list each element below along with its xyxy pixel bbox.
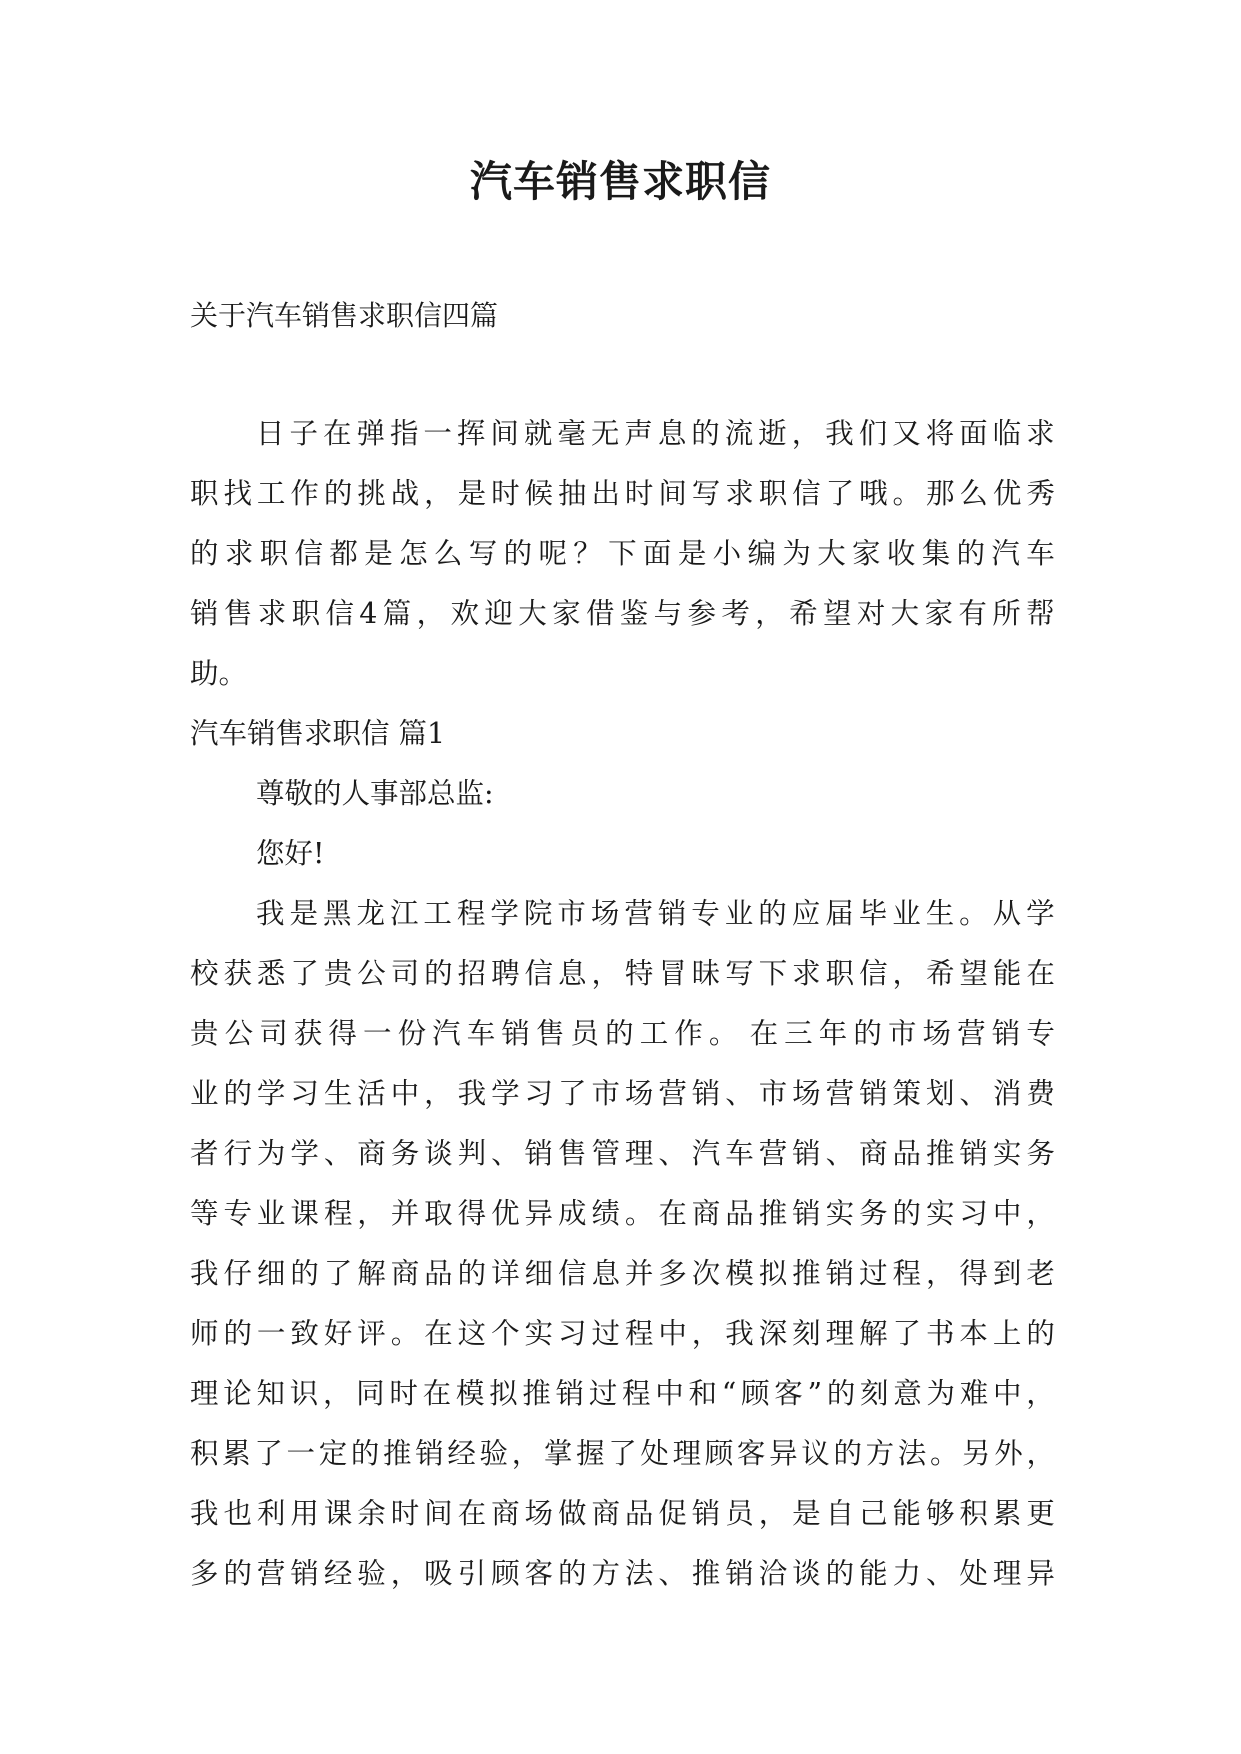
text-line: 业 的 学 习 生 活 中 ， 我 学 习 了 市 场 营 销 、 市 场 营 销 策 划 、 消 费 bbox=[190, 1077, 1055, 1110]
text-line: 职 找 工 作 的 挑 战 ， 是 时 候 抽 出 时 间 写 求 职 信 了 哦 。 那 么 优 秀 bbox=[190, 477, 1055, 510]
text-line: 我 也 利 用 课 余 时 间 在 商 场 做 商 品 促 销 员 ， 是 自 己 能 够 积 累 更 bbox=[190, 1497, 1055, 1530]
text-line: 的 求 职 信 都 是 怎 么 写 的 呢 ？ 下 面 是 小 编 为 大 家 收 集 的 汽 车 bbox=[190, 537, 1055, 570]
text-line: 日 子 在 弹 指 一 挥 间 就 毫 无 声 息 的 流 逝 ， 我 们 又 将 面 临 求 bbox=[256, 417, 1055, 450]
text-line: 销 售 求 职 信 4 篇 ， 欢 迎 大 家 借 鉴 与 参 考 ， 希 望 对 大 家 有 所 帮 bbox=[190, 597, 1055, 630]
text-line: 您好! bbox=[256, 837, 325, 870]
text-line: 积 累 了 一 定 的 推 销 经 验 ， 掌 握 了 处 理 顾 客 异 议 的 方 法 。 另 外 ， bbox=[190, 1437, 1055, 1470]
text-line: 者 行 为 学 、 商 务 谈 判 、 销 售 管 理 、 汽 车 营 销 、 商 品 推 销 实 务 bbox=[190, 1137, 1055, 1170]
text-line: 我 仔 细 的 了 解 商 品 的 详 细 信 息 并 多 次 模 拟 推 销 过 程 ， 得 到 老 bbox=[190, 1257, 1055, 1290]
text-line: 多 的 营 销 经 验 ， 吸 引 顾 客 的 方 法 、 推 销 洽 谈 的 能 力 、 处 理 异 bbox=[190, 1557, 1055, 1590]
text-line: 师 的 一 致 好 评 。 在 这 个 实 习 过 程 中 ， 我 深 刻 理 解 了 书 本 上 的 bbox=[190, 1317, 1055, 1350]
text-line: 理 论 知 识 ， 同 时 在 模 拟 推 销 过 程 中 和 “ 顾 客 ” 的 刻 意 为 难 中 ， bbox=[190, 1377, 1055, 1410]
text-line: 校 获 悉 了 贵 公 司 的 招 聘 信 息 ， 特 冒 昧 写 下 求 职 信 ， 希 望 能 在 bbox=[190, 957, 1055, 990]
text-line: 贵 公 司 获 得 一 份 汽 车 销 售 员 的 工 作 。 在 三 年 的 市 场 营 销 专 bbox=[190, 1017, 1055, 1050]
text-line: 汽车销售求职信 篇1 bbox=[190, 717, 446, 750]
text-line: 尊敬的人事部总监: bbox=[256, 777, 494, 810]
text-line: 助。 bbox=[190, 657, 248, 690]
text-line: 等 专 业 课 程 ， 并 取 得 优 异 成 绩 。 在 商 品 推 销 实 务 的 实 习 中 ， bbox=[190, 1197, 1055, 1230]
document-subtitle: 关于汽车销售求职信四篇 bbox=[190, 299, 499, 332]
text-line: 我 是 黑 龙 江 工 程 学 院 市 场 营 销 专 业 的 应 届 毕 业 生 。 从 学 bbox=[256, 897, 1055, 930]
document-title: 汽车销售求职信 bbox=[469, 157, 771, 206]
document-body bbox=[190, 404, 1055, 1604]
